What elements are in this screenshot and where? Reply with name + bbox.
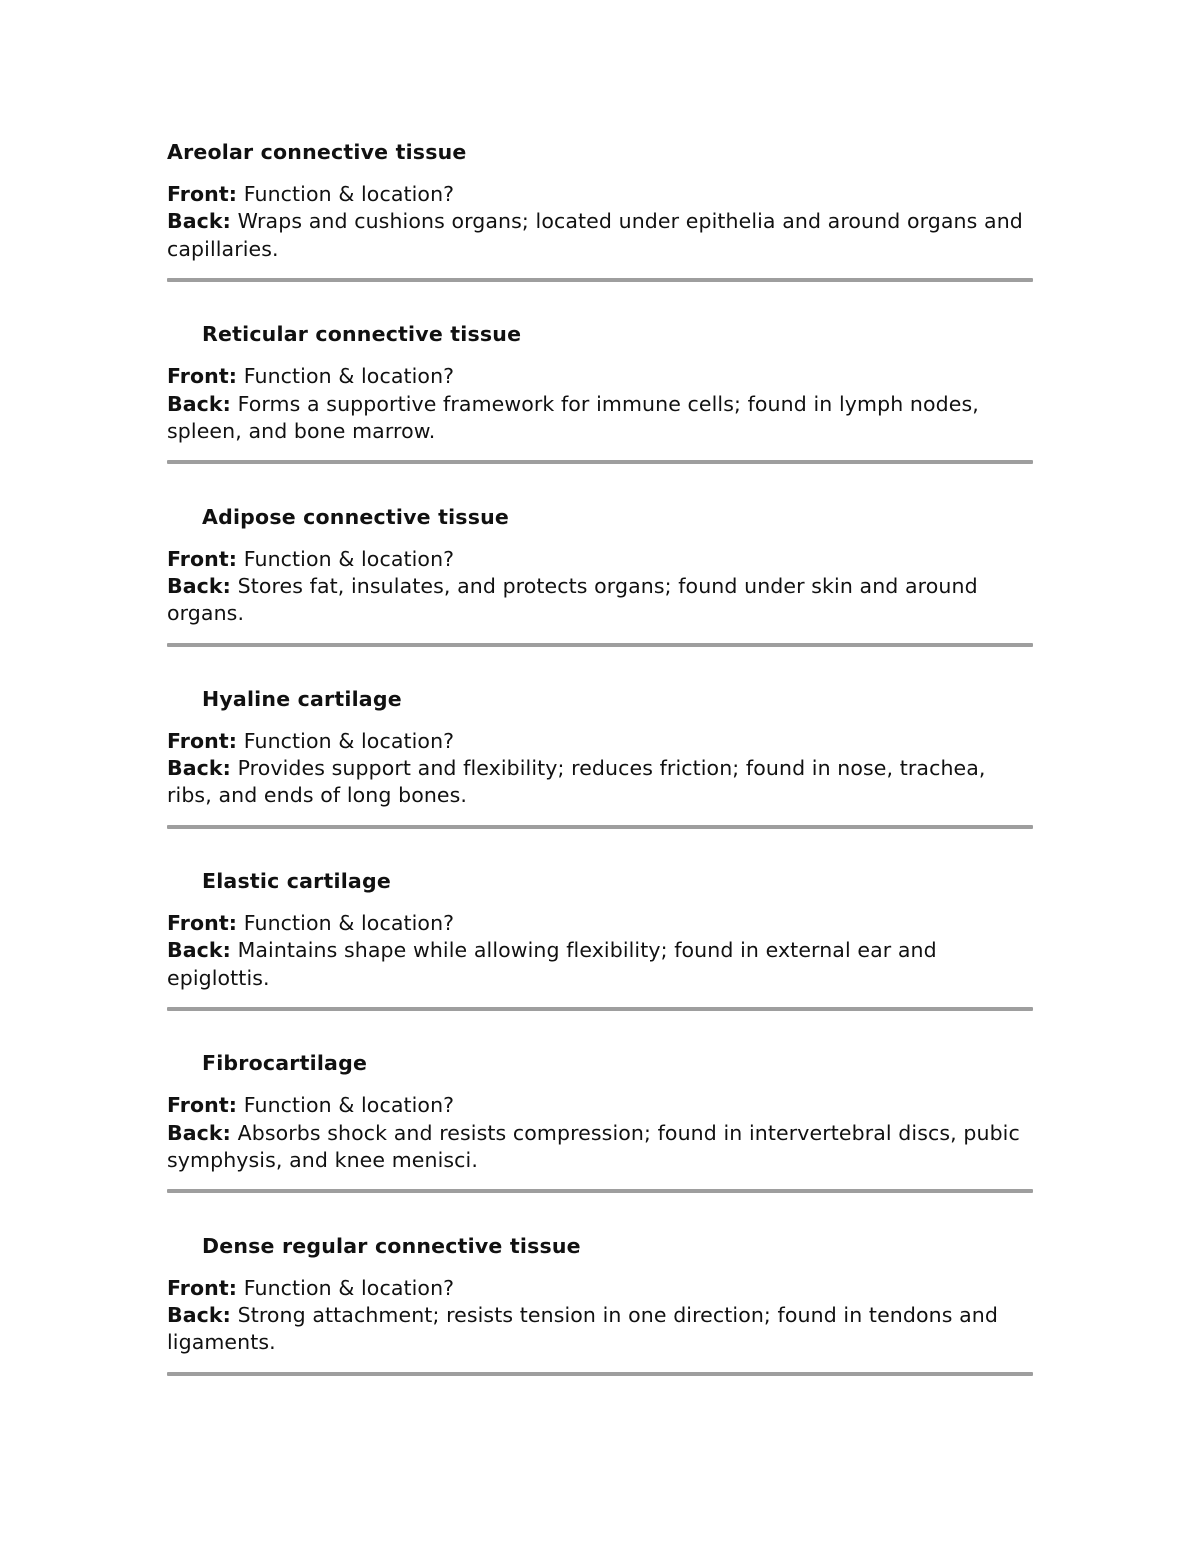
card-title: Areolar connective tissue (167, 140, 467, 164)
back-label: Back: (167, 756, 231, 781)
front-label: Front: (167, 546, 238, 571)
back-text: Wraps and cushions organs; located under epithelia and around organs and capillaries. (167, 209, 1023, 261)
back-line (167, 573, 1033, 628)
back-text: Stores fat, insulates, and protects organs; found under skin and around organs. (167, 573, 978, 626)
card-divider (167, 460, 1033, 464)
front-label: Front: (167, 182, 238, 206)
back-line (167, 208, 1033, 263)
back-text: Absorbs shock and resists compression; found in intervertebral discs, pubic symphysis, and knee menisci. (167, 1120, 1020, 1173)
front-text: Function & location? (243, 546, 455, 571)
flashcard-dense-regular (167, 1232, 1033, 1414)
front-line (167, 1092, 1033, 1119)
back-text: Maintains shape while allowing flexibility; found in external ear and epiglottis. (167, 938, 937, 990)
back-text: Forms a supportive framework for immune cells; found in lymph nodes, spleen, and bone marrow. (167, 391, 979, 443)
back-label: Back: (167, 1120, 231, 1145)
card-body (167, 910, 1033, 992)
back-label: Back: (167, 391, 231, 416)
front-label: Front: (167, 911, 238, 936)
front-text: Function & location? (243, 1093, 455, 1118)
card-title: Adipose connective tissue (202, 504, 510, 529)
front-text: Function & location? (243, 1275, 455, 1300)
back-text: Provides support and flexibility; reduces friction; found in nose, trachea, ribs, and ends of long bones. (167, 756, 986, 808)
card-title: Fibrocartilage (202, 1051, 368, 1076)
front-label: Front: (167, 1093, 238, 1118)
back-line (167, 755, 1033, 810)
flashcard-document (167, 138, 1033, 1414)
flashcard-reticular (167, 320, 1033, 502)
card-title: Hyaline cartilage (202, 686, 402, 711)
front-line (167, 728, 1033, 755)
card-body (167, 546, 1033, 628)
card-divider (167, 1189, 1033, 1193)
card-title: Reticular connective tissue (202, 322, 522, 347)
card-title: Elastic cartilage (202, 869, 391, 894)
flashcard-areolar (167, 138, 1033, 320)
front-text: Function & location? (243, 728, 455, 753)
card-divider (167, 1372, 1033, 1376)
front-line (167, 546, 1033, 573)
card-divider (167, 278, 1033, 282)
front-line (167, 910, 1033, 937)
card-body (167, 1275, 1033, 1357)
front-text: Function & location? (243, 911, 455, 936)
back-text: Strong attachment; resists tension in one direction; found in tendons and ligaments. (167, 1303, 998, 1355)
card-divider (167, 825, 1033, 829)
card-body (167, 1092, 1033, 1174)
back-label: Back: (167, 573, 231, 598)
back-label: Back: (167, 938, 231, 963)
back-line (167, 391, 1033, 446)
card-title: Dense regular connective tissue (202, 1233, 581, 1258)
front-text: Function & location? (243, 182, 455, 206)
front-text: Function & location? (243, 364, 455, 389)
front-label: Front: (167, 364, 238, 389)
flashcard-fibrocartilage (167, 1049, 1033, 1231)
back-line (167, 937, 1033, 992)
card-body (167, 181, 1033, 263)
back-label: Back: (167, 1303, 231, 1328)
front-label: Front: (167, 1275, 238, 1300)
card-divider (167, 643, 1033, 647)
front-line (167, 181, 1033, 208)
card-divider (167, 1007, 1033, 1011)
card-body (167, 363, 1033, 445)
back-line (167, 1120, 1033, 1175)
flashcard-adipose (167, 503, 1033, 685)
front-line (167, 363, 1033, 390)
card-body (167, 728, 1033, 810)
front-label: Front: (167, 728, 238, 753)
flashcard-elastic (167, 867, 1033, 1049)
back-line (167, 1302, 1033, 1357)
flashcard-hyaline (167, 685, 1033, 867)
front-line (167, 1275, 1033, 1302)
back-label: Back: (167, 209, 231, 234)
